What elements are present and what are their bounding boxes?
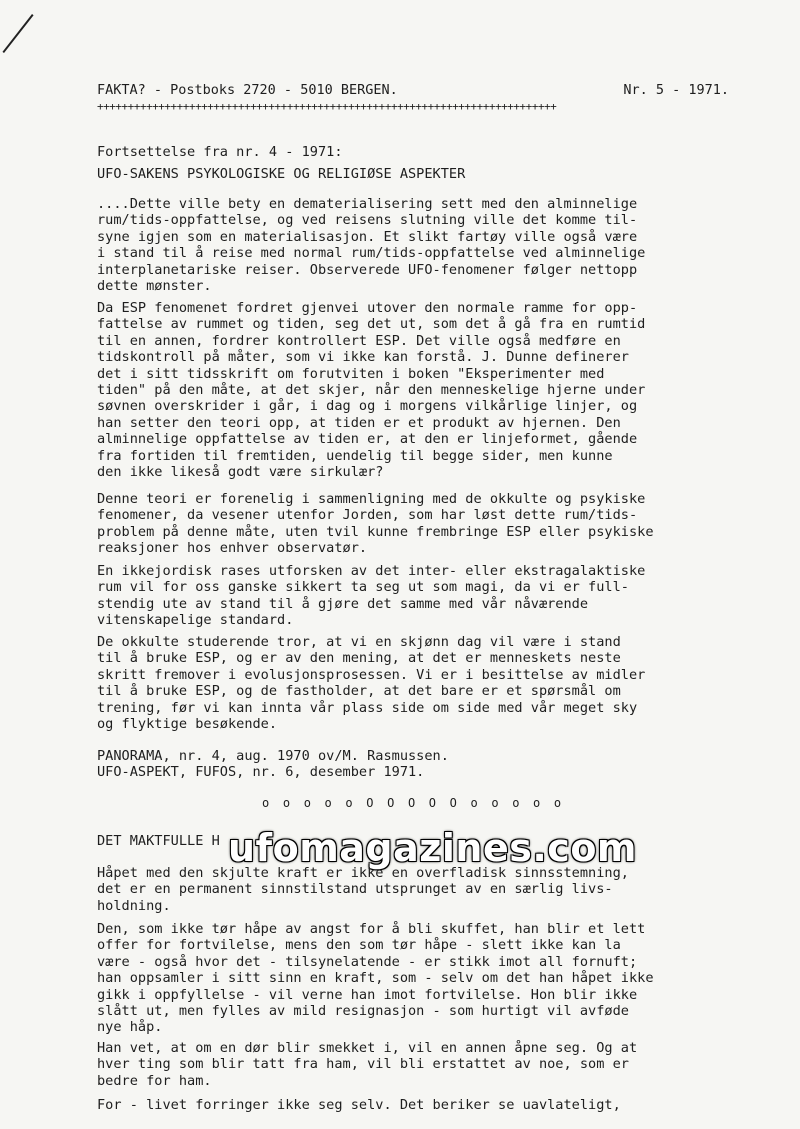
paragraph: Håpet med den skjulte kraft er ikke en overfladisk sinnsstemning, det er en permanent sinnstilstand utsprunget av en særlig livs- holdning. [97, 865, 629, 914]
plus-rule: +++++++++++++++++++++++++++++++++++++++++++++++++++++++++++++++++++++++++++ [97, 100, 557, 113]
publication-address: FAKTA? - Postboks 2720 - 5010 BERGEN. [97, 82, 398, 98]
article-title: UFO-SAKENS PSYKOLOGISKE OG RELIGIØSE ASPEKTER [97, 166, 466, 182]
paragraph: Han vet, at om en dør blir smekket i, vil en annen åpne seg. Og at hver ting som blir tatt fra ham, vil bli erstattet av noe, som er bedre for ham. [97, 1040, 638, 1089]
paragraph: De okkulte studerende tror, at vi en skjønn dag vil være i stand til å bruke ESP, og er av den mening, at det er menneskets neste skritt fremover i evolusjonsprosessen. Vi er i besittelse av midler til å bruke ESP, og de fastholder, at det bare er et spørsmål om trening, før vi kan innta vår plass side om side med vår meget sky og flyktige besøkende. [97, 634, 646, 733]
paragraph: ....Dette ville bety en dematerialisering sett med den alminnelige rum/tids-oppfattelse, og ved reisens slutning ville det komme til- syne igjen som en materialisasjon. Et slikt fartøy ville også være i stand til å reise med normal rum/tids-oppfattelse ved alminnelige interplanetariske reiser. Observerede UFO-fenomener følger nettopp dette mønster. [97, 196, 646, 295]
section-title: DET MAKTFULLE H [97, 833, 220, 849]
paragraph: Den, som ikke tør håpe av angst for å bli skuffet, han blir et lett offer for fortvilelse, mens den som tør håpe - slett ikke kan la være - også hvor det - tilsynelatende - er stikk imot all fornuft; han oppsamler i sitt sinn en kraft, som - selv om det han håpet ikke gikk i oppfyllelse - vil verne han imot fortvilelse. Hon blir ikke slått ut, men fylles av mild resignasjon - som hurtigt vil avføde nye håp. [97, 921, 654, 1036]
paragraph: En ikkejordisk rases utforsken av det inter- eller ekstragalaktiske rum vil for oss ganske sikkert ta seg ut som magi, da vi er full- stendig ute av stand til å gjøre det samme med vår nåværende vitenskapelige standard. [97, 563, 646, 629]
separator: o o o o o O O O O O o o o o o [262, 796, 565, 810]
continuation-note: Fortsettelse fra nr. 4 - 1971: [97, 144, 343, 160]
paragraph: Da ESP fenomenet fordret gjenvei utover den normale ramme for opp- fattelse av rummet og tiden, seg det ut, som det å gå fra en rumtid til en annen, fordrer kontrollert ESP. Det ville også medføre en tidskontroll på måter, som vi ikke kan forstå. J. Dunne definerer det i sitt tidsskrift om forutviten i boken "Eksperimenter med tiden" på den måte, at det skjer, når den menneskelige hjerne under søvnen overskrider i går, i dag og i morgens vilkårlige linjer, og han setter den teori opp, at tiden er et produkt av hjernen. Den alminnelige oppfattelse av tiden er, at den er linjeformet, gående fra fortiden til fremtiden, uendelig til begge sider, men kunne den ikke likeså godt være sirkulær? [97, 300, 646, 481]
pen-mark [2, 14, 33, 53]
sources: PANORAMA, nr. 4, aug. 1970 ov/M. Rasmussen. UFO-ASPEKT, FUFOS, nr. 6, desember 1971. [97, 748, 449, 781]
paragraph: Denne teori er forenelig i sammenligning med de okkulte og psykiske fenomener, da vesener utenfor Jorden, som har løst dette rum/tids- problem på denne måte, uten tvil kunne frembringe ESP eller psykiske reaksjoner hos enhver observatør. [97, 491, 654, 557]
watermark: ufomagazines.com [228, 826, 638, 870]
issue-number: Nr. 5 - 1971. [623, 82, 729, 98]
page-header [97, 82, 729, 98]
paragraph: For - livet forringer ikke seg selv. Det beriker se uavlateligt, [97, 1097, 621, 1113]
